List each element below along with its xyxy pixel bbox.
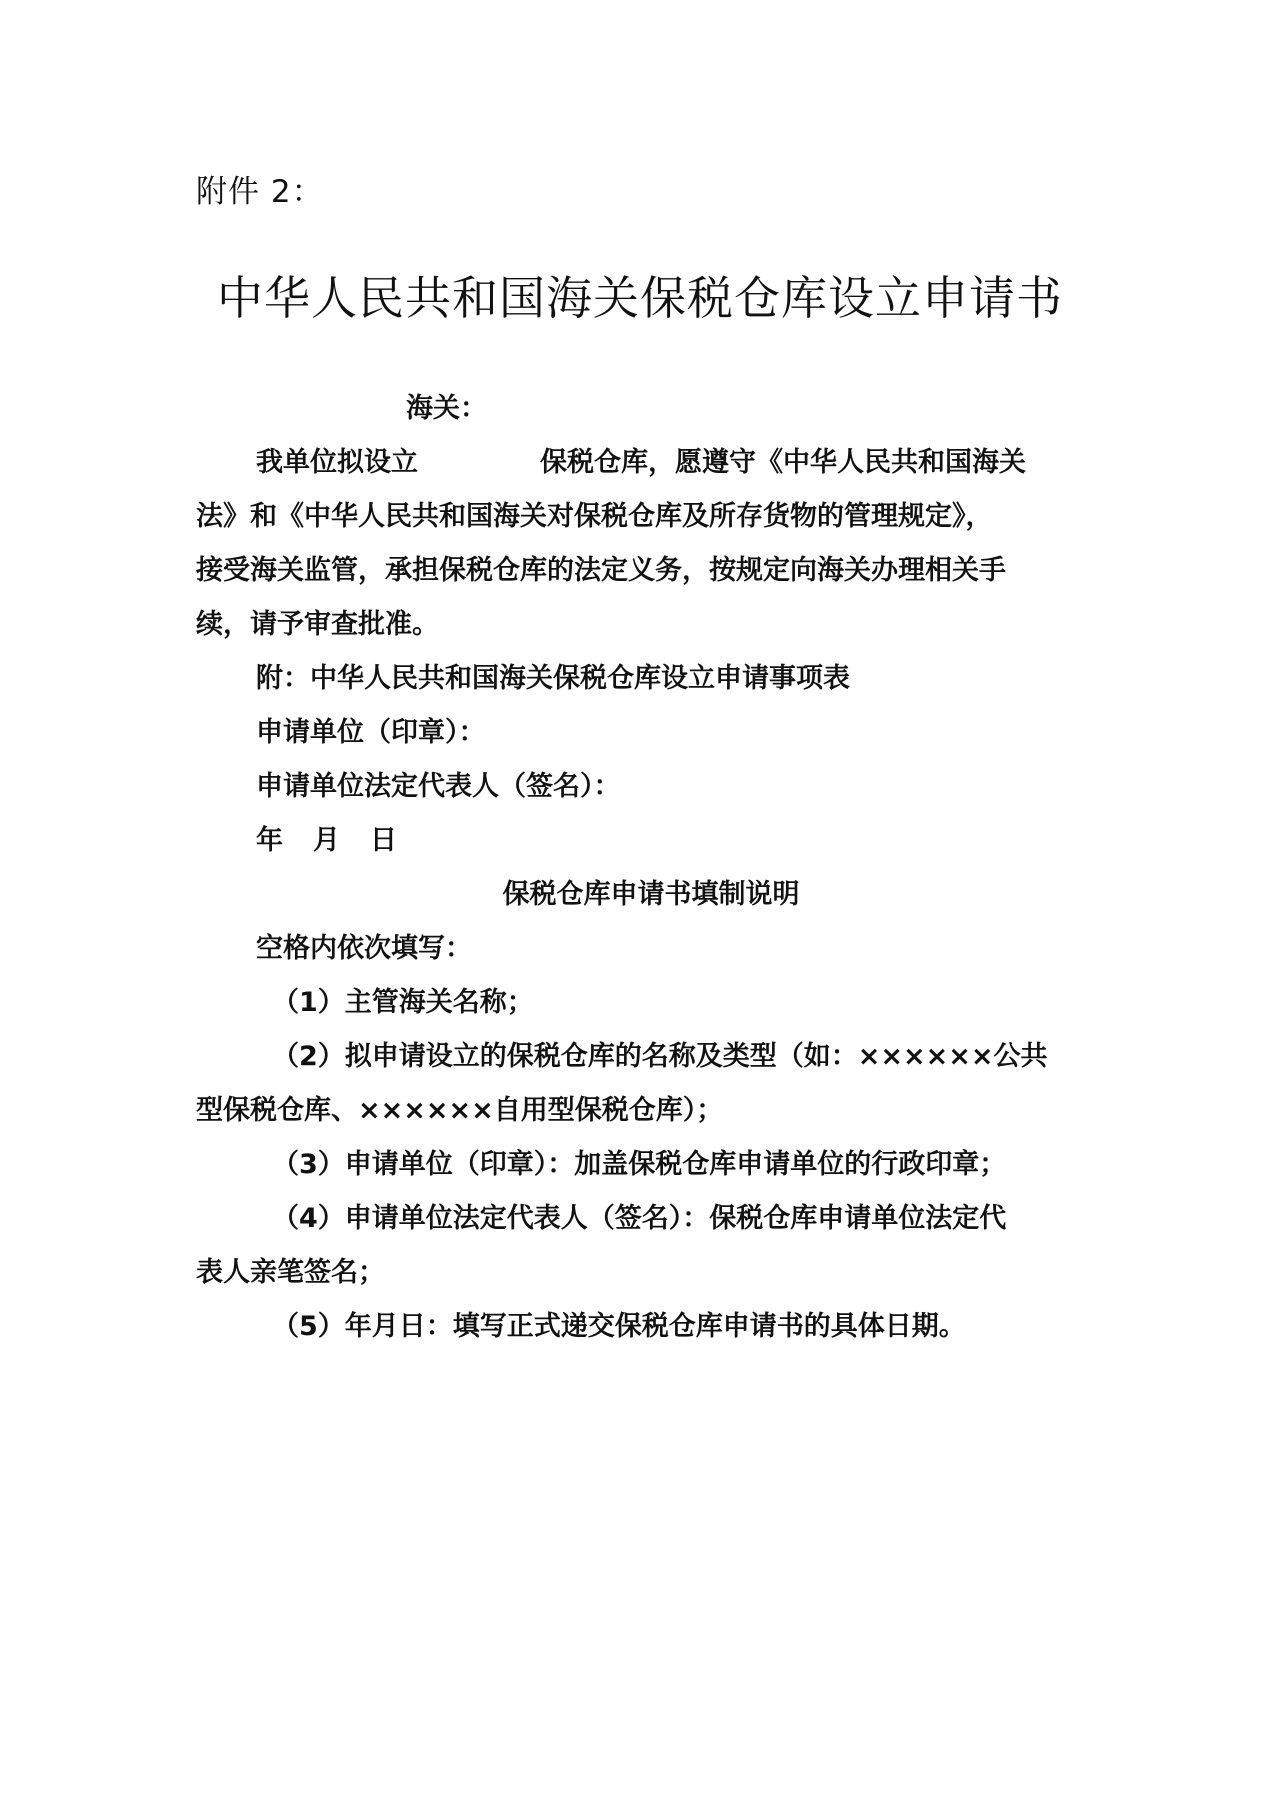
date-month: 月: [313, 825, 340, 856]
document-title: 中华人民共和国海关保税仓库设立申请书: [217, 271, 1063, 325]
request-text-part1: 我单位拟设立: [256, 447, 418, 478]
instruction-item-1: （1）主管海关名称；: [272, 987, 534, 1018]
instructions-heading: 保税仓库申请书填制说明: [502, 879, 800, 910]
request-line-2: 法》和《中华人民共和国海关对保税仓库及所存货物的管理规定》，: [196, 501, 993, 532]
instructions-intro: 空格内依次填写：: [256, 933, 472, 964]
date-line: [196, 814, 1106, 868]
request-text-part2: 保税仓库，愿遵守《中华人民共和国海关: [540, 447, 1026, 478]
addressee: 海关：: [406, 393, 487, 424]
document-body: [196, 382, 1106, 1354]
request-line-3: 接受海关监管，承担保税仓库的法定义务，按规定向海关办理相关手: [196, 555, 1006, 586]
request-line-1: [196, 436, 1106, 490]
instruction-item-4-line-1: （4）申请单位法定代表人（签名）：保税仓库申请单位法定代: [272, 1203, 1007, 1234]
date-year: 年: [256, 825, 283, 856]
applicant-seal: 申请单位（印章）：: [256, 717, 486, 748]
instruction-item-3: （3）申请单位（印章）：加盖保税仓库申请单位的行政印章；: [272, 1149, 1007, 1180]
instruction-item-2-line-1: （2）拟申请设立的保税仓库的名称及类型（如：××××××公共: [272, 1041, 1048, 1072]
instruction-item-2-line-2: 型保税仓库、××××××自用型保税仓库）；: [196, 1095, 724, 1126]
attachment-note: 附：中华人民共和国海关保税仓库设立申请事项表: [256, 663, 850, 694]
instruction-item-4-line-2: 表人亲笔签名；: [196, 1257, 385, 1288]
request-line-4: 续，请予审查批准。: [196, 609, 439, 640]
legal-rep-signature: 申请单位法定代表人（签名）：: [256, 771, 621, 802]
instruction-item-5: （5）年月日：填写正式递交保税仓库申请书的具体日期。: [272, 1311, 966, 1342]
attachment-label: 附件 2：: [196, 174, 324, 210]
date-day: 日: [370, 825, 397, 856]
